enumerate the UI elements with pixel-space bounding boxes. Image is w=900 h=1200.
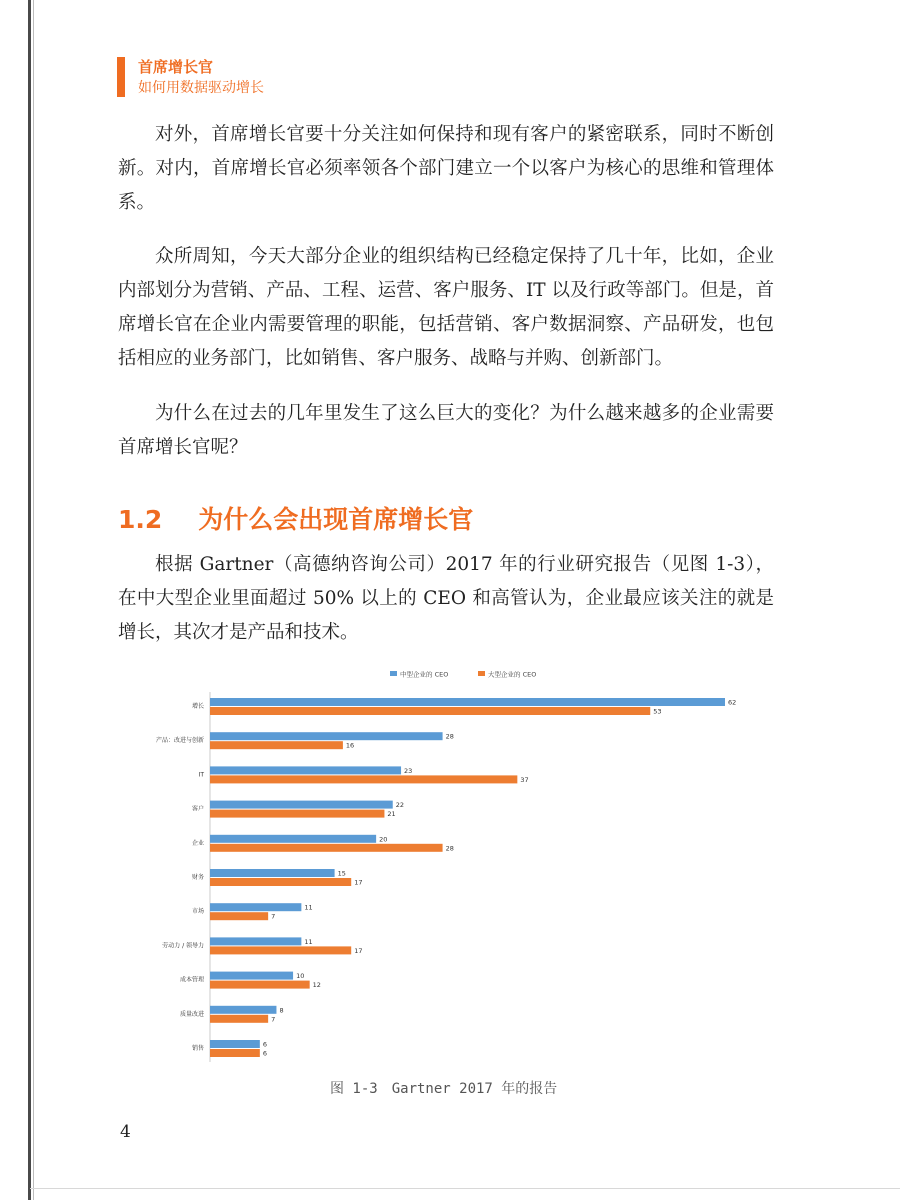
bar-large	[210, 1049, 260, 1057]
data-label: 28	[445, 844, 454, 853]
bar-midsize	[210, 869, 335, 877]
running-header-accent-bar	[117, 57, 125, 97]
left-page-edge	[28, 0, 31, 1200]
figure-caption: 图 1-3 Gartner 2017 年的报告	[330, 1081, 558, 1097]
category-label: IT	[198, 771, 204, 779]
running-header-subtitle: 如何用数据驱动增长	[138, 80, 264, 96]
paragraph-1: 对外，首席增长官要十分关注如何保持和现有客户的紧密联系，同时不断创新。对内，首席增长官必须率领各个部门建立一个以客户为核心的思维和管理体系。	[118, 124, 774, 213]
bar-large	[210, 775, 517, 783]
bar-large	[210, 946, 351, 954]
legend-label-1: 中型企业的 CEO	[400, 670, 449, 679]
data-label: 22	[395, 801, 405, 810]
category-label: 销售	[191, 1045, 204, 1052]
bar-midsize	[210, 1040, 260, 1048]
left-page-edge-shadow	[33, 0, 34, 1200]
bar-midsize	[210, 903, 301, 911]
category-label: 增长	[191, 703, 204, 710]
data-label: 17	[354, 878, 363, 887]
paragraph-3: 为什么在过去的几年里发生了这么巨大的变化？为什么越来越多的企业需要首席增长官呢？	[118, 403, 774, 458]
bar-midsize	[210, 972, 293, 980]
data-label: 21	[387, 810, 396, 819]
data-label: 53	[653, 707, 662, 716]
category-label: 产品：改进与创新	[155, 737, 204, 745]
bottom-page-edge	[30, 1188, 900, 1189]
bar-large	[210, 741, 343, 749]
bar-large	[210, 707, 650, 715]
data-label: 62	[728, 698, 737, 707]
bar-large	[210, 1015, 268, 1023]
legend-swatch-1	[390, 671, 397, 676]
data-label: 20	[379, 835, 388, 844]
bar-midsize	[210, 835, 376, 843]
bar-chart	[138, 662, 758, 1062]
data-label: 7	[271, 1015, 276, 1024]
category-label: 成本管理	[179, 976, 204, 984]
data-label: 7	[271, 912, 276, 921]
data-label: 37	[520, 775, 529, 784]
category-label: 企业	[191, 839, 204, 847]
category-label: 财务	[191, 874, 204, 881]
page-number: 4	[120, 1122, 131, 1142]
bar-midsize	[210, 937, 301, 945]
paragraph-2: 众所周知，今天大部分企业的组织结构已经稳定保持了几十年，比如，企业内部划分为营销、产品、工程、运营、客户服务、IT 以及行政等部门。但是，首席增长官在企业内需要管理的职能，包括营销、客户数据洞察、产品研发，也包括相应的业务部门，比如销售、客户服务、战略与并购、创新部门。	[118, 246, 774, 369]
data-label: 15	[337, 869, 346, 878]
bar-large	[210, 878, 351, 886]
legend-swatch-2	[478, 671, 485, 676]
category-label: 质量改进	[179, 1010, 204, 1018]
bar-midsize	[210, 766, 401, 774]
bar-large	[210, 844, 443, 852]
bar-midsize	[210, 732, 443, 740]
data-label: 17	[354, 946, 363, 955]
section-number: 1.2	[118, 505, 163, 534]
data-label: 16	[345, 741, 355, 750]
section-heading	[118, 500, 473, 536]
data-label: 23	[404, 766, 413, 775]
data-label: 6	[262, 1040, 267, 1049]
category-label: 市场	[191, 908, 204, 916]
category-label: 客户	[191, 805, 204, 813]
data-label: 10	[296, 972, 305, 981]
bar-midsize	[210, 1006, 276, 1014]
data-label: 12	[312, 981, 321, 990]
bar-midsize	[210, 698, 725, 706]
data-label: 6	[262, 1049, 267, 1058]
bar-large	[210, 981, 310, 989]
running-header-title: 首席增长官	[138, 58, 214, 76]
paragraph-4: 根据 Gartner（高德纳咨询公司）2017 年的行业研究报告（见图 1-3），在中大型企业里面超过 50% 以上的 CEO 和高管认为，企业最应该关注的就是增长，其次才是产品和技术。	[118, 554, 774, 643]
section-title: 为什么会出现首席增长官	[198, 505, 474, 534]
data-label: 28	[445, 732, 454, 741]
data-label: 11	[304, 937, 313, 946]
data-label: 11	[304, 903, 313, 912]
bar-large	[210, 912, 268, 920]
category-label: 劳动力 / 领导力	[162, 942, 204, 950]
legend-label-2: 大型企业的 CEO	[488, 670, 537, 679]
bar-midsize	[210, 801, 393, 809]
bar-large	[210, 810, 384, 818]
data-label: 8	[279, 1006, 284, 1015]
